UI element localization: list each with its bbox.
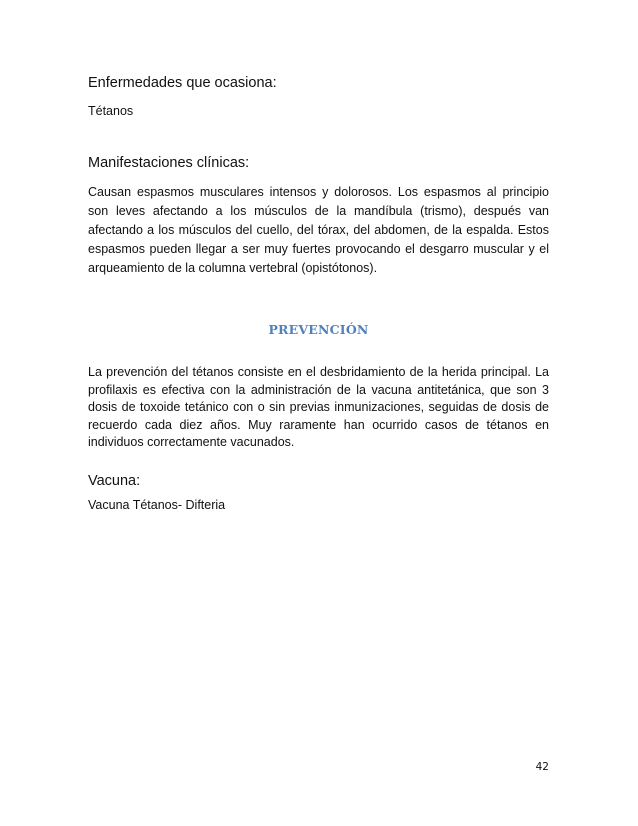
prevention-paragraph: La prevención del tétanos consiste en el desbridamiento de la herida principal. La profilaxis es efectiva con la administración de la vacuna antitetánica, que son 3 dosis de toxoide tetánico con o sin previas inmunizaciones, seguidas de dosis de recuerdo cada diez años. Muy raramente han ocurrido casos de tétanos en individuos correctamente vacunados. — [88, 365, 549, 450]
diseases-value: Tétanos — [88, 104, 134, 118]
clinical-manifestations-paragraph: Causan espasmos musculares intensos y dolorosos. Los espasmos al principio son leves afectando a los músculos de la mandíbula (trismo), después van afectando a los músculos del cuello, del tórax, del abdomen, de la espalda. Estos espasmos pueden llegar a ser muy fuertes provocando el desgarro muscular y el arqueamiento de la columna vertebral (opistótonos). — [88, 185, 549, 275]
page-number: 42 — [535, 761, 549, 773]
diseases-heading: Enfermedades que ocasiona: — [88, 75, 277, 91]
clinical-manifestations-heading: Manifestaciones clínicas: — [88, 155, 250, 171]
prevention-title: PREVENCIÓN — [268, 322, 369, 337]
vaccine-value: Vacuna Tétanos- Difteria — [88, 498, 226, 512]
vaccine-heading: Vacuna: — [88, 473, 141, 489]
